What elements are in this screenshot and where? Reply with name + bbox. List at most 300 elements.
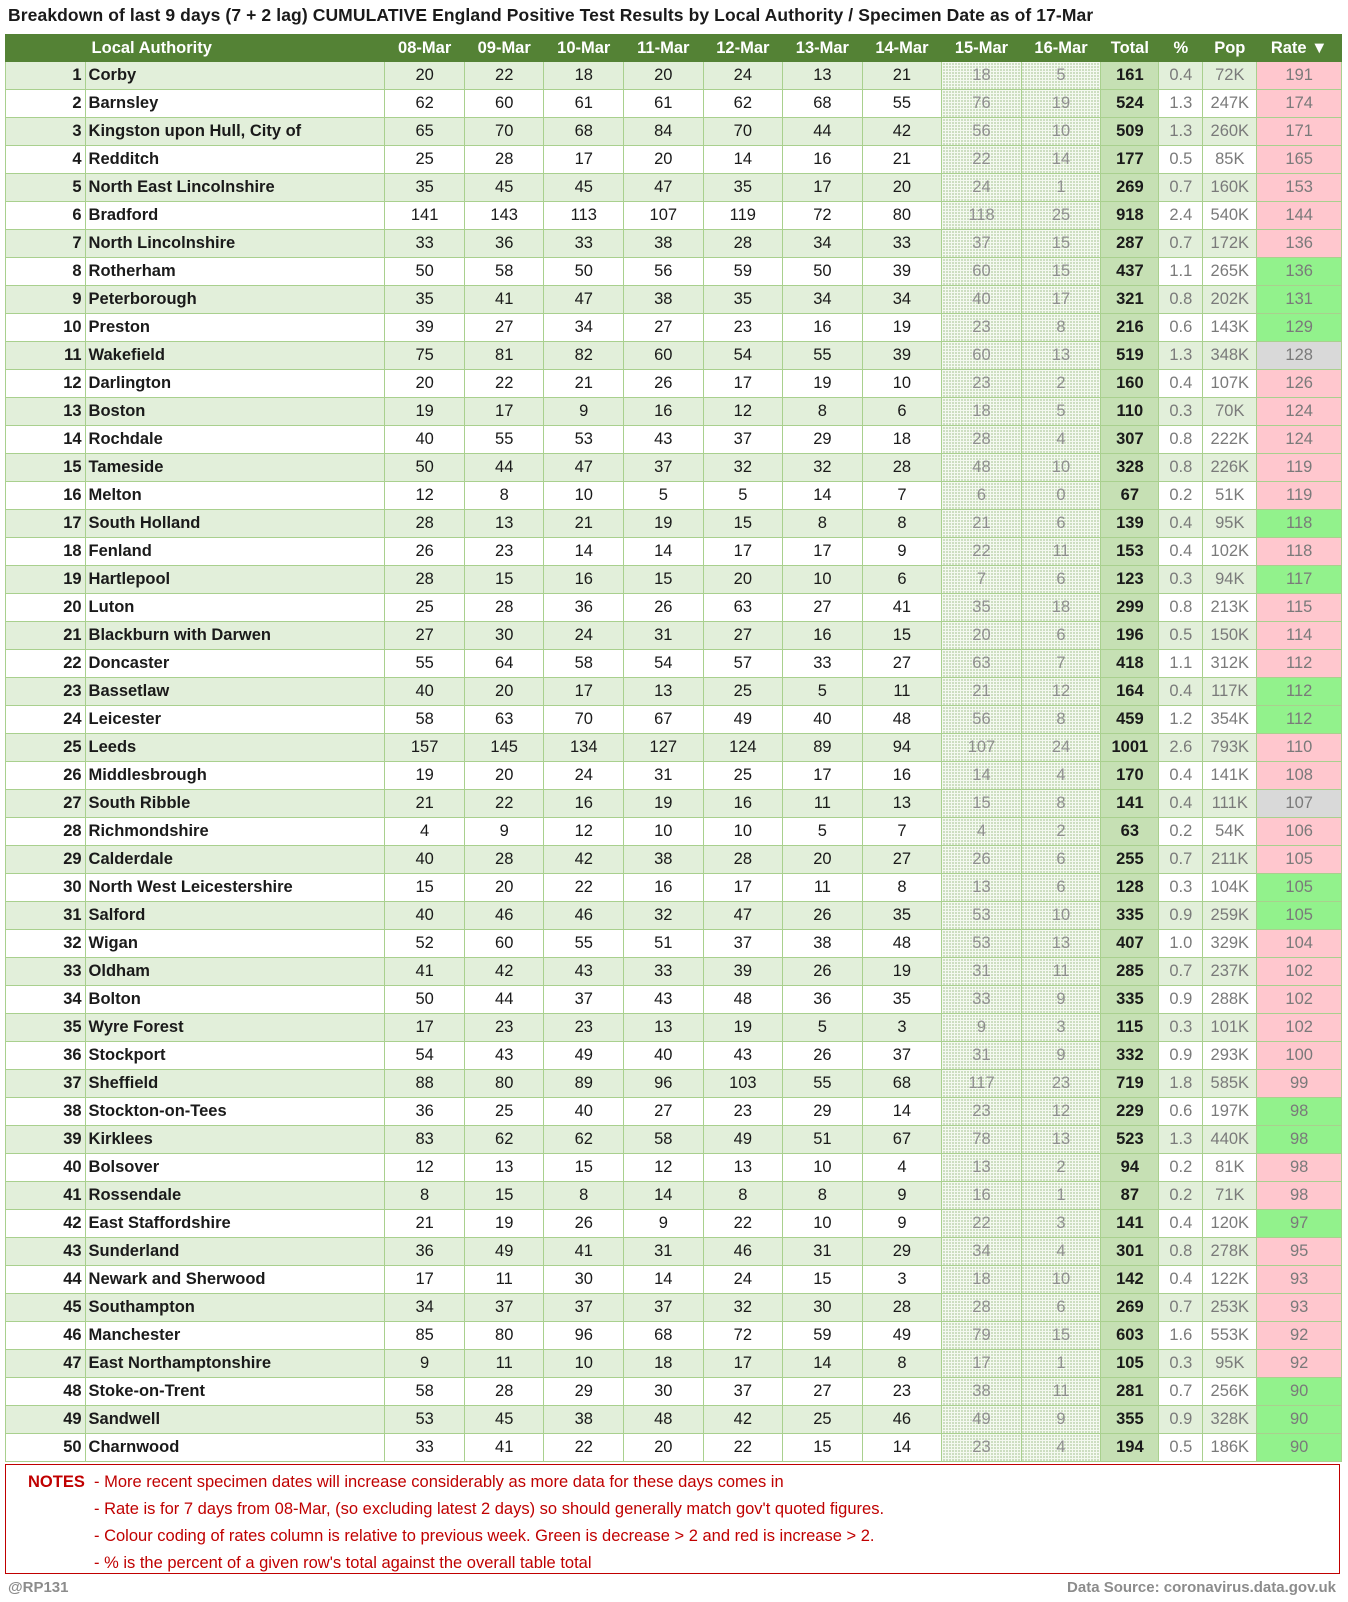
- cell-13-mar: 29: [783, 1098, 863, 1126]
- cell-08-mar: 26: [385, 538, 465, 566]
- cell-16-mar: 23: [1021, 1070, 1101, 1098]
- header-percent[interactable]: %: [1159, 35, 1203, 62]
- cell-rank: 49: [6, 1406, 86, 1434]
- cell-rate: 97: [1257, 1210, 1342, 1238]
- cell-10-mar: 134: [544, 734, 624, 762]
- cell-16-mar: 1: [1021, 1182, 1101, 1210]
- cell-rate: 126: [1257, 370, 1342, 398]
- cell-09-mar: 60: [464, 930, 544, 958]
- cell-13-mar: 10: [783, 1154, 863, 1182]
- cell-16-mar: 14: [1021, 146, 1101, 174]
- cell-rank: 14: [6, 426, 86, 454]
- cell-13-mar: 27: [783, 1378, 863, 1406]
- cell-percent: 1.0: [1159, 930, 1203, 958]
- cell-local-authority: Melton: [85, 482, 385, 510]
- cell-local-authority: North East Lincolnshire: [85, 174, 385, 202]
- cell-14-mar: 49: [862, 1322, 942, 1350]
- cell-13-mar: 72: [783, 202, 863, 230]
- cell-pop: 71K: [1203, 1182, 1257, 1210]
- cell-11-mar: 58: [624, 1126, 704, 1154]
- cell-rate: 119: [1257, 454, 1342, 482]
- cell-08-mar: 20: [385, 62, 465, 90]
- cell-11-mar: 47: [624, 174, 704, 202]
- cell-09-mar: 23: [464, 538, 544, 566]
- cell-total: 67: [1101, 482, 1159, 510]
- cell-pop: 150K: [1203, 622, 1257, 650]
- cell-16-mar: 12: [1021, 678, 1101, 706]
- header-total[interactable]: Total: [1101, 35, 1159, 62]
- cell-08-mar: 40: [385, 678, 465, 706]
- cell-16-mar: 13: [1021, 1126, 1101, 1154]
- cell-09-mar: 80: [464, 1070, 544, 1098]
- cell-pop: 256K: [1203, 1378, 1257, 1406]
- table-row: [6, 510, 1342, 538]
- table-row: [6, 258, 1342, 286]
- cell-local-authority: Wakefield: [85, 342, 385, 370]
- table-row: [6, 706, 1342, 734]
- table-row: [6, 986, 1342, 1014]
- cell-08-mar: 157: [385, 734, 465, 762]
- cell-pop: 328K: [1203, 1406, 1257, 1434]
- cell-09-mar: 145: [464, 734, 544, 762]
- cell-13-mar: 8: [783, 398, 863, 426]
- cell-15-mar: 23: [942, 1098, 1022, 1126]
- cell-12-mar: 54: [703, 342, 783, 370]
- cell-12-mar: 103: [703, 1070, 783, 1098]
- cell-total: 229: [1101, 1098, 1159, 1126]
- cell-rate: 191: [1257, 62, 1342, 90]
- cell-rate: 104: [1257, 930, 1342, 958]
- cell-11-mar: 107: [624, 202, 704, 230]
- cell-16-mar: 7: [1021, 650, 1101, 678]
- notes-label: NOTES: [28, 1473, 85, 1491]
- cell-rate: 119: [1257, 482, 1342, 510]
- cell-11-mar: 31: [624, 622, 704, 650]
- cell-total: 418: [1101, 650, 1159, 678]
- cell-10-mar: 41: [544, 1238, 624, 1266]
- cell-total: 153: [1101, 538, 1159, 566]
- cell-total: 196: [1101, 622, 1159, 650]
- cell-16-mar: 11: [1021, 958, 1101, 986]
- header-rate-sort-desc[interactable]: Rate ▼: [1257, 35, 1342, 62]
- table-row: [6, 342, 1342, 370]
- cell-10-mar: 33: [544, 230, 624, 258]
- cell-11-mar: 26: [624, 370, 704, 398]
- cell-09-mar: 11: [464, 1350, 544, 1378]
- cell-08-mar: 50: [385, 986, 465, 1014]
- cell-percent: 0.6: [1159, 314, 1203, 342]
- header-pop[interactable]: Pop: [1203, 35, 1257, 62]
- cell-16-mar: 11: [1021, 538, 1101, 566]
- cell-09-mar: 36: [464, 230, 544, 258]
- cell-total: 87: [1101, 1182, 1159, 1210]
- cell-16-mar: 9: [1021, 986, 1101, 1014]
- table-row: [6, 958, 1342, 986]
- cell-11-mar: 48: [624, 1406, 704, 1434]
- cell-15-mar: 76: [942, 90, 1022, 118]
- header-13-mar[interactable]: 13-Mar: [783, 35, 863, 62]
- cell-08-mar: 19: [385, 762, 465, 790]
- cell-16-mar: 24: [1021, 734, 1101, 762]
- cell-11-mar: 20: [624, 146, 704, 174]
- note-line: - More recent specimen dates will increase considerably as more data for these days comes in: [94, 1473, 784, 1491]
- cell-11-mar: 43: [624, 426, 704, 454]
- cell-local-authority: Preston: [85, 314, 385, 342]
- cell-14-mar: 8: [862, 510, 942, 538]
- cell-rank: 18: [6, 538, 86, 566]
- cell-15-mar: 20: [942, 622, 1022, 650]
- cell-local-authority: Rochdale: [85, 426, 385, 454]
- cell-12-mar: 62: [703, 90, 783, 118]
- cell-09-mar: 22: [464, 790, 544, 818]
- cell-15-mar: 40: [942, 286, 1022, 314]
- cell-percent: 0.8: [1159, 594, 1203, 622]
- cell-09-mar: 17: [464, 398, 544, 426]
- cell-16-mar: 12: [1021, 1098, 1101, 1126]
- cell-15-mar: 7: [942, 566, 1022, 594]
- cell-14-mar: 7: [862, 818, 942, 846]
- cell-total: 63: [1101, 818, 1159, 846]
- cell-11-mar: 54: [624, 650, 704, 678]
- cell-13-mar: 51: [783, 1126, 863, 1154]
- cell-11-mar: 68: [624, 1322, 704, 1350]
- cell-12-mar: 49: [703, 706, 783, 734]
- note-line: - % is the percent of a given row's total against the overall table total: [94, 1554, 592, 1572]
- cell-rate: 114: [1257, 622, 1342, 650]
- cell-08-mar: 65: [385, 118, 465, 146]
- cell-14-mar: 39: [862, 258, 942, 286]
- cell-11-mar: 40: [624, 1042, 704, 1070]
- cell-pop: 70K: [1203, 398, 1257, 426]
- cell-09-mar: 23: [464, 1014, 544, 1042]
- cell-14-mar: 13: [862, 790, 942, 818]
- cell-pop: 354K: [1203, 706, 1257, 734]
- cell-10-mar: 22: [544, 1434, 624, 1462]
- header-16-mar[interactable]: 16-Mar: [1021, 35, 1101, 62]
- cell-10-mar: 40: [544, 1098, 624, 1126]
- cell-10-mar: 45: [544, 174, 624, 202]
- cell-10-mar: 23: [544, 1014, 624, 1042]
- header-11-mar[interactable]: 11-Mar: [624, 35, 704, 62]
- cell-14-mar: 3: [862, 1266, 942, 1294]
- cell-rank: 17: [6, 510, 86, 538]
- header-09-mar[interactable]: 09-Mar: [464, 35, 544, 62]
- cell-11-mar: 26: [624, 594, 704, 622]
- header-10-mar[interactable]: 10-Mar: [544, 35, 624, 62]
- cell-percent: 0.2: [1159, 818, 1203, 846]
- cell-14-mar: 35: [862, 986, 942, 1014]
- cell-11-mar: 14: [624, 1266, 704, 1294]
- cell-12-mar: 5: [703, 482, 783, 510]
- cell-percent: 0.3: [1159, 398, 1203, 426]
- cell-local-authority: Darlington: [85, 370, 385, 398]
- cell-10-mar: 10: [544, 482, 624, 510]
- header-14-mar[interactable]: 14-Mar: [862, 35, 942, 62]
- cell-16-mar: 9: [1021, 1406, 1101, 1434]
- cell-13-mar: 14: [783, 1350, 863, 1378]
- table-row: [6, 286, 1342, 314]
- cell-08-mar: 41: [385, 958, 465, 986]
- cell-11-mar: 13: [624, 1014, 704, 1042]
- cell-16-mar: 2: [1021, 1154, 1101, 1182]
- cell-08-mar: 36: [385, 1098, 465, 1126]
- cell-local-authority: Middlesbrough: [85, 762, 385, 790]
- cell-11-mar: 61: [624, 90, 704, 118]
- cell-local-authority: Wigan: [85, 930, 385, 958]
- cell-rank: 46: [6, 1322, 86, 1350]
- cell-08-mar: 36: [385, 1238, 465, 1266]
- cell-15-mar: 49: [942, 1406, 1022, 1434]
- cell-15-mar: 14: [942, 762, 1022, 790]
- cell-13-mar: 27: [783, 594, 863, 622]
- cell-14-mar: 41: [862, 594, 942, 622]
- cell-12-mar: 35: [703, 174, 783, 202]
- cell-rate: 108: [1257, 762, 1342, 790]
- cell-13-mar: 50: [783, 258, 863, 286]
- cell-13-mar: 10: [783, 566, 863, 594]
- table-row: [6, 1350, 1342, 1378]
- cell-total: 509: [1101, 118, 1159, 146]
- cell-local-authority: Peterborough: [85, 286, 385, 314]
- cell-13-mar: 5: [783, 818, 863, 846]
- cell-10-mar: 38: [544, 1406, 624, 1434]
- cell-pop: 85K: [1203, 146, 1257, 174]
- table-row: [6, 1126, 1342, 1154]
- cell-percent: 0.9: [1159, 1042, 1203, 1070]
- cell-16-mar: 8: [1021, 314, 1101, 342]
- cell-13-mar: 26: [783, 1042, 863, 1070]
- cell-local-authority: South Ribble: [85, 790, 385, 818]
- table-row: [6, 1406, 1342, 1434]
- cell-10-mar: 24: [544, 622, 624, 650]
- cell-14-mar: 21: [862, 62, 942, 90]
- cell-14-mar: 9: [862, 538, 942, 566]
- cell-rank: 1: [6, 62, 86, 90]
- cell-pop: 202K: [1203, 286, 1257, 314]
- cell-14-mar: 48: [862, 706, 942, 734]
- cell-08-mar: 35: [385, 174, 465, 202]
- cell-08-mar: 58: [385, 706, 465, 734]
- cell-15-mar: 13: [942, 1154, 1022, 1182]
- cell-pop: 172K: [1203, 230, 1257, 258]
- cell-percent: 1.3: [1159, 90, 1203, 118]
- header-local-authority[interactable]: Local Authority: [85, 35, 385, 62]
- cell-10-mar: 58: [544, 650, 624, 678]
- cell-16-mar: 2: [1021, 818, 1101, 846]
- table-row: [6, 1070, 1342, 1098]
- cell-15-mar: 15: [942, 790, 1022, 818]
- cell-13-mar: 13: [783, 62, 863, 90]
- cell-08-mar: 55: [385, 650, 465, 678]
- cell-total: 164: [1101, 678, 1159, 706]
- table-row: [6, 146, 1342, 174]
- cell-12-mar: 37: [703, 930, 783, 958]
- table-row: [6, 1182, 1342, 1210]
- cell-total: 115: [1101, 1014, 1159, 1042]
- cell-percent: 0.9: [1159, 986, 1203, 1014]
- cell-local-authority: Newark and Sherwood: [85, 1266, 385, 1294]
- cell-15-mar: 22: [942, 538, 1022, 566]
- cell-rate: 165: [1257, 146, 1342, 174]
- cell-16-mar: 6: [1021, 874, 1101, 902]
- cell-total: 459: [1101, 706, 1159, 734]
- table-row: [6, 1098, 1342, 1126]
- cell-rate: 128: [1257, 342, 1342, 370]
- cell-08-mar: 17: [385, 1014, 465, 1042]
- cell-rate: 98: [1257, 1126, 1342, 1154]
- cell-13-mar: 17: [783, 538, 863, 566]
- cell-15-mar: 63: [942, 650, 1022, 678]
- cell-15-mar: 34: [942, 1238, 1022, 1266]
- cell-percent: 0.3: [1159, 566, 1203, 594]
- table-row: [6, 790, 1342, 818]
- cell-11-mar: 15: [624, 566, 704, 594]
- cell-09-mar: 42: [464, 958, 544, 986]
- cell-15-mar: 13: [942, 874, 1022, 902]
- cell-15-mar: 21: [942, 678, 1022, 706]
- cell-15-mar: 21: [942, 510, 1022, 538]
- cell-rate: 105: [1257, 902, 1342, 930]
- cell-11-mar: 9: [624, 1210, 704, 1238]
- cell-08-mar: 35: [385, 286, 465, 314]
- cell-12-mar: 35: [703, 286, 783, 314]
- cell-15-mar: 60: [942, 258, 1022, 286]
- cell-pop: 102K: [1203, 538, 1257, 566]
- table-row: [6, 678, 1342, 706]
- cell-13-mar: 55: [783, 1070, 863, 1098]
- cell-total: 160: [1101, 370, 1159, 398]
- table-row: [6, 62, 1342, 90]
- cell-08-mar: 28: [385, 566, 465, 594]
- cell-12-mar: 37: [703, 1378, 783, 1406]
- cell-12-mar: 8: [703, 1182, 783, 1210]
- cell-14-mar: 10: [862, 370, 942, 398]
- cell-total: 255: [1101, 846, 1159, 874]
- cell-10-mar: 113: [544, 202, 624, 230]
- cell-10-mar: 70: [544, 706, 624, 734]
- table-row: [6, 734, 1342, 762]
- cell-rank: 20: [6, 594, 86, 622]
- cell-rate: 90: [1257, 1406, 1342, 1434]
- cell-rate: 144: [1257, 202, 1342, 230]
- cell-12-mar: 37: [703, 426, 783, 454]
- cell-14-mar: 39: [862, 342, 942, 370]
- cell-10-mar: 42: [544, 846, 624, 874]
- header-12-mar[interactable]: 12-Mar: [703, 35, 783, 62]
- header-15-mar[interactable]: 15-Mar: [942, 35, 1022, 62]
- cell-13-mar: 11: [783, 874, 863, 902]
- cell-rank: 45: [6, 1294, 86, 1322]
- cell-08-mar: 25: [385, 594, 465, 622]
- cell-09-mar: 28: [464, 146, 544, 174]
- cell-14-mar: 20: [862, 174, 942, 202]
- cell-total: 269: [1101, 174, 1159, 202]
- cell-rank: 25: [6, 734, 86, 762]
- cell-16-mar: 2: [1021, 370, 1101, 398]
- cell-12-mar: 32: [703, 454, 783, 482]
- cell-14-mar: 8: [862, 874, 942, 902]
- cell-percent: 0.9: [1159, 1406, 1203, 1434]
- cell-rank: 5: [6, 174, 86, 202]
- cell-09-mar: 9: [464, 818, 544, 846]
- cell-percent: 0.3: [1159, 1350, 1203, 1378]
- cell-rank: 9: [6, 286, 86, 314]
- cell-13-mar: 34: [783, 286, 863, 314]
- cell-09-mar: 70: [464, 118, 544, 146]
- cell-11-mar: 31: [624, 762, 704, 790]
- cell-16-mar: 18: [1021, 594, 1101, 622]
- cell-16-mar: 8: [1021, 706, 1101, 734]
- table-row: [6, 1042, 1342, 1070]
- table-row: [6, 1210, 1342, 1238]
- cell-total: 139: [1101, 510, 1159, 538]
- cell-15-mar: 78: [942, 1126, 1022, 1154]
- cell-12-mar: 17: [703, 370, 783, 398]
- table-row: [6, 1322, 1342, 1350]
- cell-rate: 98: [1257, 1154, 1342, 1182]
- cell-total: 335: [1101, 902, 1159, 930]
- cell-local-authority: Leicester: [85, 706, 385, 734]
- note-line: - Rate is for 7 days from 08-Mar, (so excluding latest 2 days) so should generally match gov't quoted figures.: [94, 1500, 885, 1518]
- table-row: [6, 1154, 1342, 1182]
- cell-rate: 153: [1257, 174, 1342, 202]
- cell-local-authority: Bassetlaw: [85, 678, 385, 706]
- cell-rank: 4: [6, 146, 86, 174]
- cell-11-mar: 10: [624, 818, 704, 846]
- cell-16-mar: 10: [1021, 454, 1101, 482]
- header-08-mar[interactable]: 08-Mar: [385, 35, 465, 62]
- cell-13-mar: 34: [783, 230, 863, 258]
- cell-rank: 39: [6, 1126, 86, 1154]
- cell-13-mar: 25: [783, 1406, 863, 1434]
- data-source: Data Source: coronavirus.data.gov.uk: [1067, 1579, 1336, 1596]
- cell-total: 142: [1101, 1266, 1159, 1294]
- cell-rate: 102: [1257, 986, 1342, 1014]
- cell-rank: 7: [6, 230, 86, 258]
- cell-10-mar: 17: [544, 678, 624, 706]
- cell-percent: 0.3: [1159, 1014, 1203, 1042]
- cell-09-mar: 28: [464, 1378, 544, 1406]
- cell-12-mar: 20: [703, 566, 783, 594]
- cell-12-mar: 59: [703, 258, 783, 286]
- cell-09-mar: 80: [464, 1322, 544, 1350]
- table-row: [6, 566, 1342, 594]
- cell-percent: 2.6: [1159, 734, 1203, 762]
- cell-local-authority: Fenland: [85, 538, 385, 566]
- cell-rank: 12: [6, 370, 86, 398]
- cell-13-mar: 38: [783, 930, 863, 958]
- cell-12-mar: 23: [703, 1098, 783, 1126]
- cell-pop: 101K: [1203, 1014, 1257, 1042]
- cell-percent: 2.4: [1159, 202, 1203, 230]
- cell-pop: 585K: [1203, 1070, 1257, 1098]
- cell-percent: 1.3: [1159, 1126, 1203, 1154]
- cell-16-mar: 6: [1021, 566, 1101, 594]
- cell-11-mar: 67: [624, 706, 704, 734]
- cell-15-mar: 60: [942, 342, 1022, 370]
- cell-10-mar: 30: [544, 1266, 624, 1294]
- cell-percent: 0.4: [1159, 62, 1203, 90]
- cell-percent: 0.9: [1159, 902, 1203, 930]
- cell-14-mar: 14: [862, 1098, 942, 1126]
- cell-09-mar: 45: [464, 1406, 544, 1434]
- cell-08-mar: 4: [385, 818, 465, 846]
- cell-16-mar: 13: [1021, 342, 1101, 370]
- cell-12-mar: 22: [703, 1210, 783, 1238]
- cell-15-mar: 118: [942, 202, 1022, 230]
- cell-15-mar: 38: [942, 1378, 1022, 1406]
- cell-total: 1001: [1101, 734, 1159, 762]
